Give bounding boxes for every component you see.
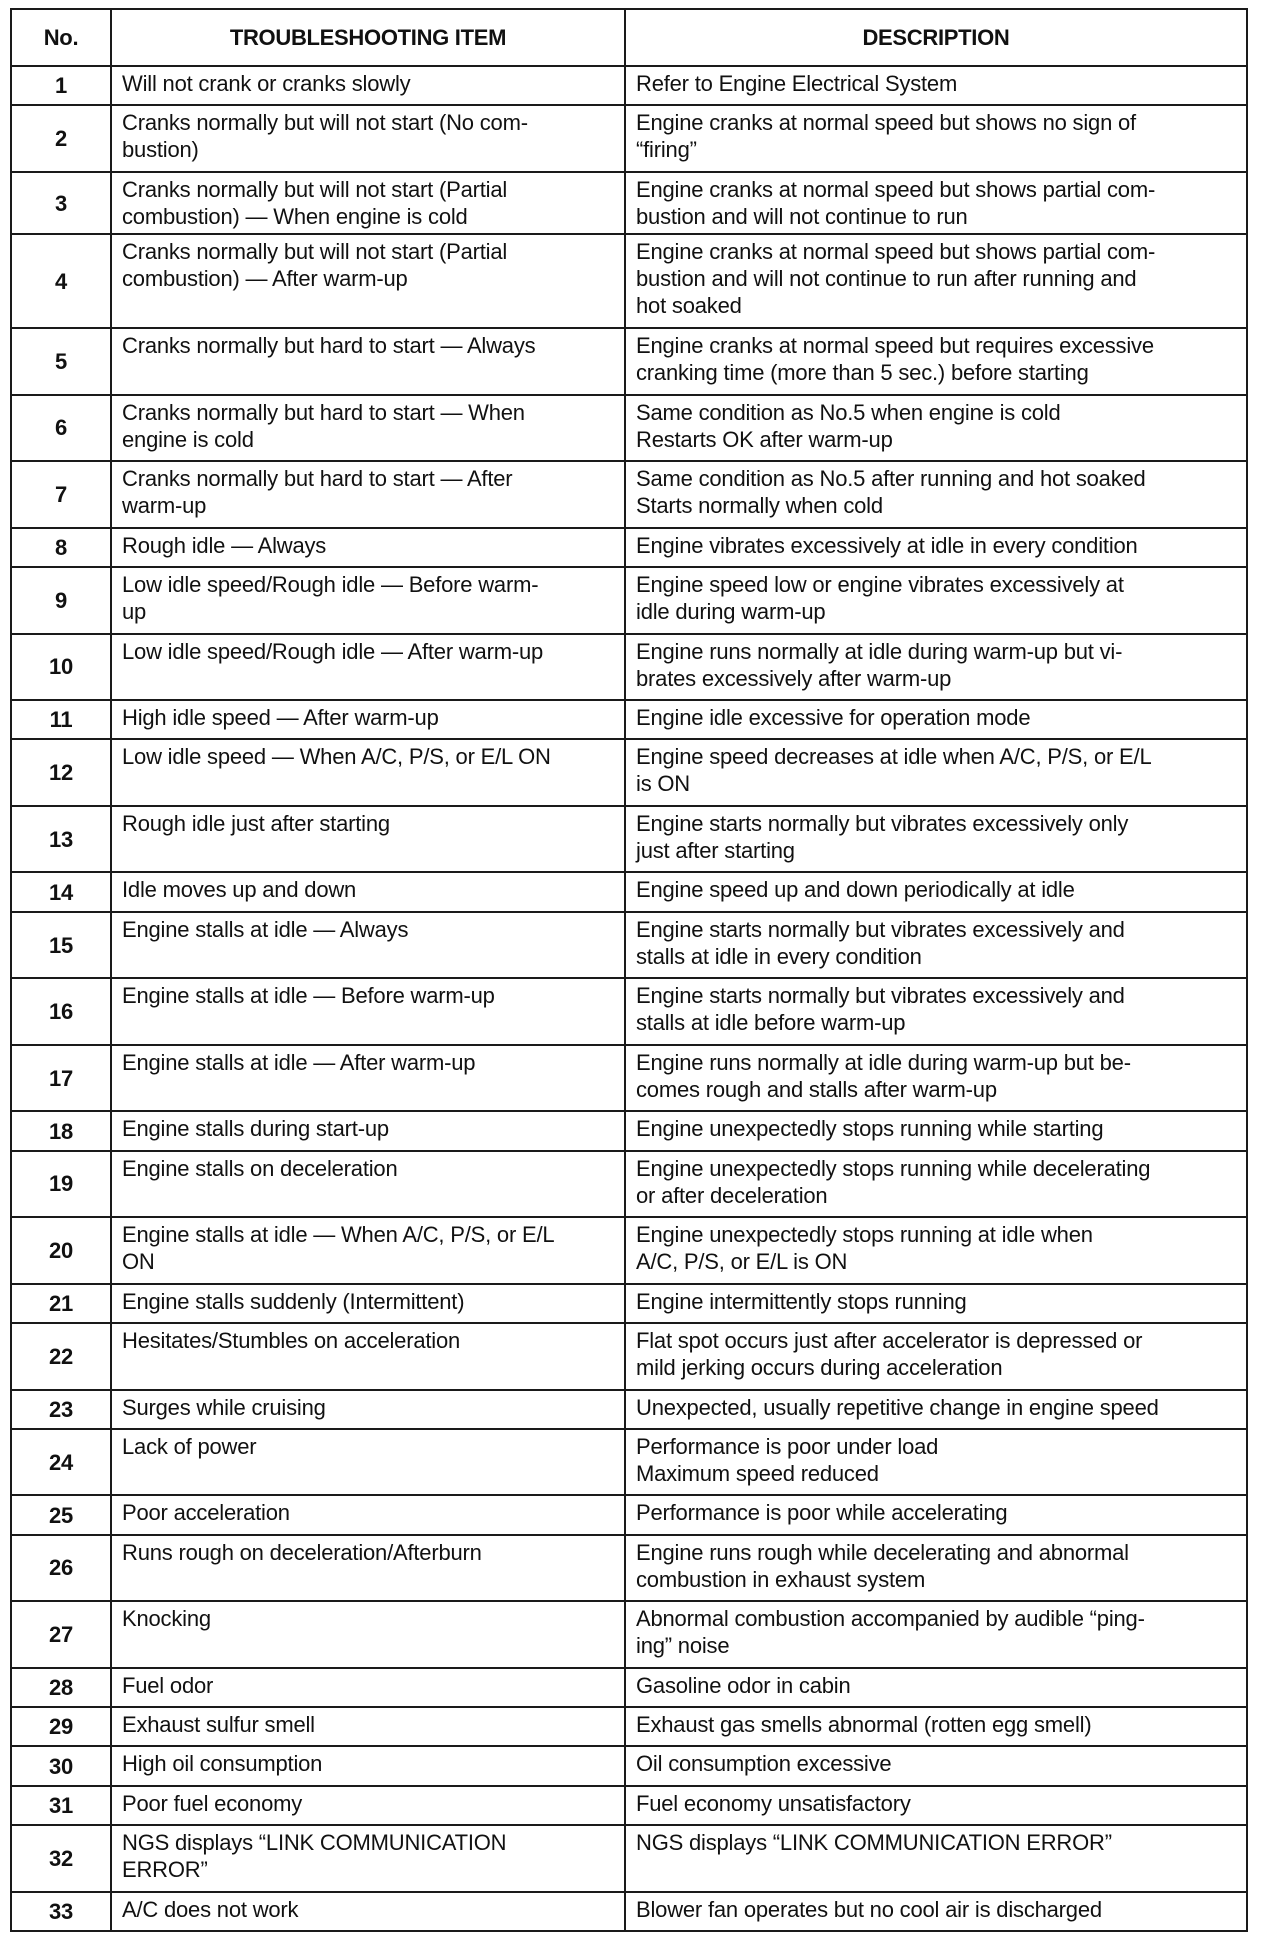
- row-number: 3: [11, 172, 111, 235]
- description-cell: Engine cranks at normal speed but shows no sign of “firing”: [625, 105, 1247, 172]
- troubleshooting-item-cell: Surges while cruising: [111, 1390, 625, 1429]
- column-header-troubleshooting-item: TROUBLESHOOTING ITEM: [111, 9, 625, 66]
- table-row: [11, 872, 1247, 911]
- row-number: 1: [11, 66, 111, 105]
- table-row: [11, 1668, 1247, 1707]
- row-number: 26: [11, 1535, 111, 1602]
- table-row: [11, 172, 1247, 235]
- description-cell: Same condition as No.5 when engine is cold Restarts OK after warm-up: [625, 395, 1247, 462]
- troubleshooting-item-cell: Cranks normally but hard to start — When engine is cold: [111, 395, 625, 462]
- table-row: [11, 1111, 1247, 1150]
- row-number: 28: [11, 1668, 111, 1707]
- row-number: 24: [11, 1429, 111, 1496]
- description-cell: Engine unexpectedly stops running at idle when A/C, P/S, or E/L is ON: [625, 1217, 1247, 1284]
- description-cell: Blower fan operates but no cool air is discharged: [625, 1892, 1247, 1931]
- row-number: 16: [11, 978, 111, 1045]
- row-number: 4: [11, 234, 111, 328]
- table-row: [11, 1746, 1247, 1785]
- description-cell: Unexpected, usually repetitive change in engine speed: [625, 1390, 1247, 1429]
- troubleshooting-item-cell: Low idle speed — When A/C, P/S, or E/L ON: [111, 739, 625, 806]
- description-cell: Engine cranks at normal speed but requires excessive cranking time (more than 5 sec.) before starting: [625, 328, 1247, 395]
- table-row: [11, 1323, 1247, 1390]
- description-cell: Engine speed up and down periodically at idle: [625, 872, 1247, 911]
- table-row: [11, 1045, 1247, 1112]
- description-cell: Engine cranks at normal speed but shows partial com- bustion and will not continue to run: [625, 172, 1247, 235]
- troubleshooting-item-cell: Cranks normally but will not start (Partial combustion) — After warm-up: [111, 234, 625, 328]
- table-row: [11, 739, 1247, 806]
- description-cell: Performance is poor while accelerating: [625, 1495, 1247, 1534]
- description-cell: Engine vibrates excessively at idle in every condition: [625, 528, 1247, 567]
- description-cell: Same condition as No.5 after running and hot soaked Starts normally when cold: [625, 461, 1247, 528]
- row-number: 17: [11, 1045, 111, 1112]
- troubleshooting-item-cell: Will not crank or cranks slowly: [111, 66, 625, 105]
- description-cell: Fuel economy unsatisfactory: [625, 1786, 1247, 1825]
- description-cell: Abnormal combustion accompanied by audible “ping- ing” noise: [625, 1601, 1247, 1668]
- row-number: 2: [11, 105, 111, 172]
- troubleshooting-item-cell: NGS displays “LINK COMMUNICATION ERROR”: [111, 1825, 625, 1892]
- troubleshooting-item-cell: Cranks normally but will not start (Partial combustion) — When engine is cold: [111, 172, 625, 235]
- description-cell: Gasoline odor in cabin: [625, 1668, 1247, 1707]
- column-header-no: No.: [11, 9, 111, 66]
- row-number: 30: [11, 1746, 111, 1785]
- table-row: [11, 1892, 1247, 1931]
- row-number: 7: [11, 461, 111, 528]
- troubleshooting-item-cell: Poor acceleration: [111, 1495, 625, 1534]
- row-number: 22: [11, 1323, 111, 1390]
- row-number: 14: [11, 872, 111, 911]
- description-cell: Engine unexpectedly stops running while starting: [625, 1111, 1247, 1150]
- row-number: 23: [11, 1390, 111, 1429]
- description-cell: Engine speed decreases at idle when A/C, P/S, or E/L is ON: [625, 739, 1247, 806]
- troubleshooting-item-cell: Poor fuel economy: [111, 1786, 625, 1825]
- troubleshooting-item-cell: Runs rough on deceleration/Afterburn: [111, 1535, 625, 1602]
- row-number: 32: [11, 1825, 111, 1892]
- row-number: 12: [11, 739, 111, 806]
- table-row: [11, 1707, 1247, 1746]
- description-cell: Oil consumption excessive: [625, 1746, 1247, 1785]
- table-row: [11, 978, 1247, 1045]
- table-row: [11, 66, 1247, 105]
- table-row: [11, 1825, 1247, 1892]
- troubleshooting-item-cell: Engine stalls on deceleration: [111, 1151, 625, 1218]
- troubleshooting-item-cell: Idle moves up and down: [111, 872, 625, 911]
- description-cell: NGS displays “LINK COMMUNICATION ERROR”: [625, 1825, 1247, 1892]
- troubleshooting-item-cell: Fuel odor: [111, 1668, 625, 1707]
- description-cell: Engine speed low or engine vibrates excessively at idle during warm-up: [625, 567, 1247, 634]
- table-row: [11, 1535, 1247, 1602]
- description-cell: Engine starts normally but vibrates excessively and stalls at idle in every condition: [625, 912, 1247, 979]
- row-number: 31: [11, 1786, 111, 1825]
- table-row: [11, 461, 1247, 528]
- troubleshooting-item-cell: Low idle speed/Rough idle — Before warm- up: [111, 567, 625, 634]
- table-row: [11, 1601, 1247, 1668]
- description-cell: Flat spot occurs just after accelerator is depressed or mild jerking occurs during acceleration: [625, 1323, 1247, 1390]
- troubleshooting-item-cell: Exhaust sulfur smell: [111, 1707, 625, 1746]
- table-row: [11, 1284, 1247, 1323]
- row-number: 6: [11, 395, 111, 462]
- row-number: 5: [11, 328, 111, 395]
- table-row: [11, 1390, 1247, 1429]
- troubleshooting-item-cell: Engine stalls during start-up: [111, 1111, 625, 1150]
- column-header-description: DESCRIPTION: [625, 9, 1247, 66]
- description-cell: Engine unexpectedly stops running while decelerating or after deceleration: [625, 1151, 1247, 1218]
- troubleshooting-item-cell: Lack of power: [111, 1429, 625, 1496]
- table-row: [11, 1217, 1247, 1284]
- table-row: [11, 700, 1247, 739]
- table-body: [11, 66, 1247, 1931]
- troubleshooting-item-cell: Engine stalls at idle — Before warm-up: [111, 978, 625, 1045]
- row-number: 8: [11, 528, 111, 567]
- row-number: 10: [11, 634, 111, 701]
- table-row: [11, 1495, 1247, 1534]
- table-row: [11, 234, 1247, 328]
- row-number: 11: [11, 700, 111, 739]
- troubleshooting-item-cell: Low idle speed/Rough idle — After warm-up: [111, 634, 625, 701]
- troubleshooting-item-cell: High oil consumption: [111, 1746, 625, 1785]
- row-number: 27: [11, 1601, 111, 1668]
- troubleshooting-item-cell: Rough idle — Always: [111, 528, 625, 567]
- description-cell: Engine runs normally at idle during warm-up but vi- brates excessively after warm-up: [625, 634, 1247, 701]
- description-cell: Engine idle excessive for operation mode: [625, 700, 1247, 739]
- troubleshooting-item-cell: Knocking: [111, 1601, 625, 1668]
- description-cell: Engine runs normally at idle during warm-up but be- comes rough and stalls after warm-up: [625, 1045, 1247, 1112]
- row-number: 25: [11, 1495, 111, 1534]
- description-cell: Engine starts normally but vibrates excessively only just after starting: [625, 806, 1247, 873]
- troubleshooting-table: [10, 8, 1248, 1932]
- row-number: 15: [11, 912, 111, 979]
- description-cell: Engine runs rough while decelerating and abnormal combustion in exhaust system: [625, 1535, 1247, 1602]
- troubleshooting-item-cell: Cranks normally but hard to start — After warm-up: [111, 461, 625, 528]
- row-number: 18: [11, 1111, 111, 1150]
- table-row: [11, 395, 1247, 462]
- header-row: [11, 9, 1247, 66]
- table-row: [11, 1429, 1247, 1496]
- troubleshooting-item-cell: A/C does not work: [111, 1892, 625, 1931]
- description-cell: Engine cranks at normal speed but shows partial com- bustion and will not continue to run after running and hot soaked: [625, 234, 1247, 328]
- description-cell: Refer to Engine Electrical System: [625, 66, 1247, 105]
- troubleshooting-item-cell: Rough idle just after starting: [111, 806, 625, 873]
- troubleshooting-item-cell: Cranks normally but will not start (No com- bustion): [111, 105, 625, 172]
- table-row: [11, 528, 1247, 567]
- table-row: [11, 328, 1247, 395]
- table-row: [11, 912, 1247, 979]
- troubleshooting-item-cell: Cranks normally but hard to start — Always: [111, 328, 625, 395]
- troubleshooting-item-cell: Hesitates/Stumbles on acceleration: [111, 1323, 625, 1390]
- troubleshooting-item-cell: Engine stalls at idle — After warm-up: [111, 1045, 625, 1112]
- description-cell: Exhaust gas smells abnormal (rotten egg smell): [625, 1707, 1247, 1746]
- description-cell: Engine intermittently stops running: [625, 1284, 1247, 1323]
- row-number: 13: [11, 806, 111, 873]
- table-row: [11, 567, 1247, 634]
- row-number: 9: [11, 567, 111, 634]
- row-number: 33: [11, 1892, 111, 1931]
- table-row: [11, 105, 1247, 172]
- description-cell: Performance is poor under load Maximum speed reduced: [625, 1429, 1247, 1496]
- troubleshooting-item-cell: Engine stalls at idle — Always: [111, 912, 625, 979]
- table-row: [11, 806, 1247, 873]
- troubleshooting-item-cell: Engine stalls at idle — When A/C, P/S, or E/L ON: [111, 1217, 625, 1284]
- table-row: [11, 634, 1247, 701]
- description-cell: Engine starts normally but vibrates excessively and stalls at idle before warm-up: [625, 978, 1247, 1045]
- row-number: 21: [11, 1284, 111, 1323]
- table-row: [11, 1786, 1247, 1825]
- troubleshooting-item-cell: High idle speed — After warm-up: [111, 700, 625, 739]
- row-number: 20: [11, 1217, 111, 1284]
- row-number: 19: [11, 1151, 111, 1218]
- table-row: [11, 1151, 1247, 1218]
- troubleshooting-item-cell: Engine stalls suddenly (Intermittent): [111, 1284, 625, 1323]
- row-number: 29: [11, 1707, 111, 1746]
